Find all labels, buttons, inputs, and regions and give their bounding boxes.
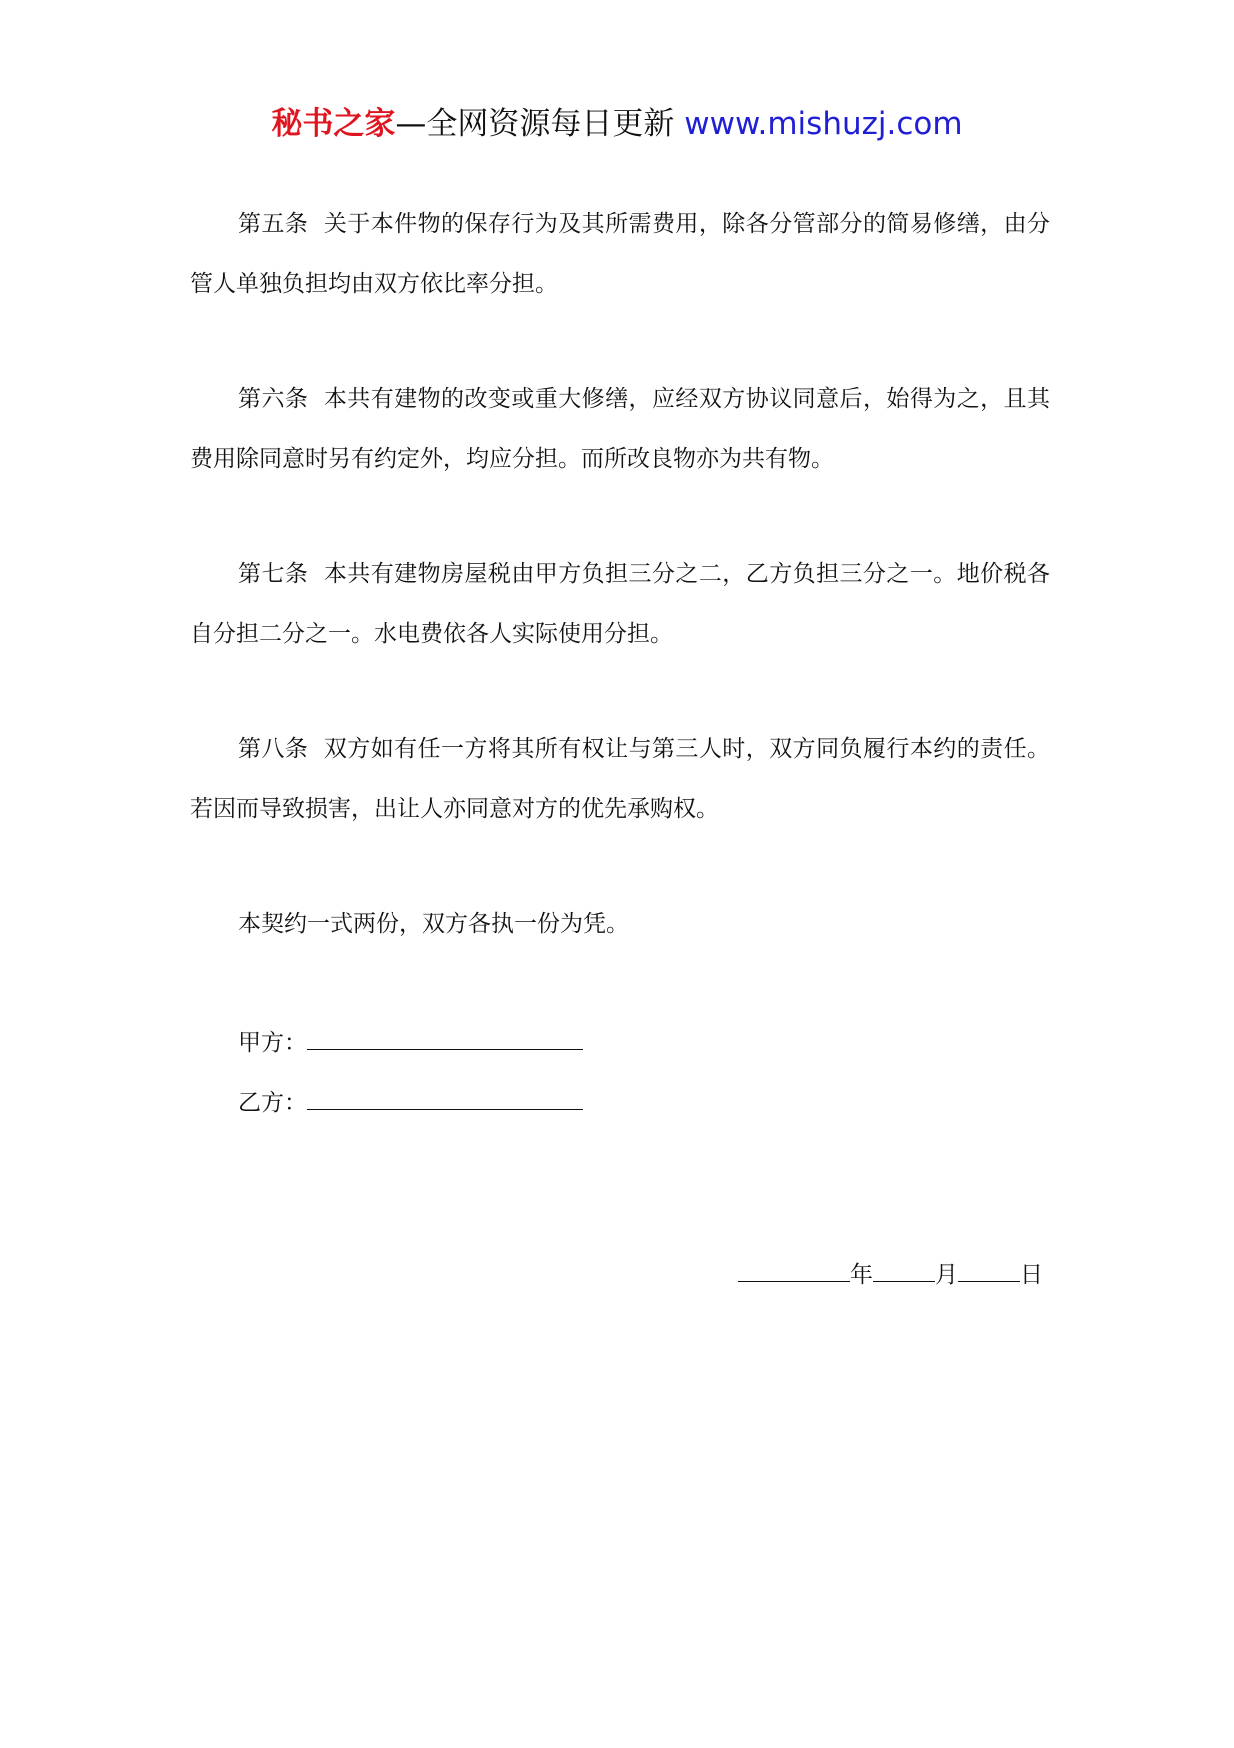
party-b-blank[interactable] (307, 1083, 583, 1110)
article-label: 第八条 (238, 736, 309, 762)
closing-paragraph (190, 894, 1050, 954)
header-tagline: —全网资源每日更新 (395, 106, 685, 142)
article-text: 本共有建物的改变或重大修缮，应经双方协议同意后，始得为之，且其费用除同意时另有约定外，均应分担。而所改良物亦为共有物。 (190, 386, 1051, 472)
article-text: 本共有建物房屋税由甲方负担三分之二，乙方负担三分之一。地价税各自分担二分之一。水电费依各人实际使用分担。 (190, 561, 1051, 647)
article-text: 关于本件物的保存行为及其所需费用，除各分管部分的简易修缮，由分管人单独负担均由双方依比率分担。 (190, 211, 1051, 297)
article-label: 第七条 (238, 561, 309, 587)
month-blank[interactable] (873, 1255, 935, 1282)
date-line (738, 1255, 1043, 1295)
article-7 (190, 544, 1050, 664)
party-a-signature (238, 1023, 583, 1063)
day-blank[interactable] (958, 1255, 1020, 1282)
article-label: 第五条 (238, 211, 309, 237)
article-text: 双方如有任一方将其所有权让与第三人时，双方同负履行本约的责任。若因而导致损害，出让人亦同意对方的优先承购权。 (190, 736, 1051, 822)
party-a-blank[interactable] (307, 1023, 583, 1050)
party-b-signature (238, 1083, 583, 1123)
article-label: 第六条 (238, 386, 309, 412)
day-label: 日 (1020, 1262, 1043, 1288)
brand-name: 秘书之家 (271, 106, 396, 142)
year-blank[interactable] (738, 1255, 850, 1282)
year-label: 年 (850, 1262, 873, 1288)
site-url-link[interactable]: www.mishuzj.com (684, 106, 963, 142)
party-b-label: 乙方： (238, 1090, 307, 1116)
party-a-label: 甲方： (238, 1030, 307, 1056)
closing-text: 本契约一式两份，双方各执一份为凭。 (238, 911, 629, 937)
month-label: 月 (935, 1262, 958, 1288)
article-8 (190, 719, 1050, 839)
article-6 (190, 369, 1050, 489)
page-header (0, 100, 1234, 148)
article-5 (190, 194, 1050, 314)
